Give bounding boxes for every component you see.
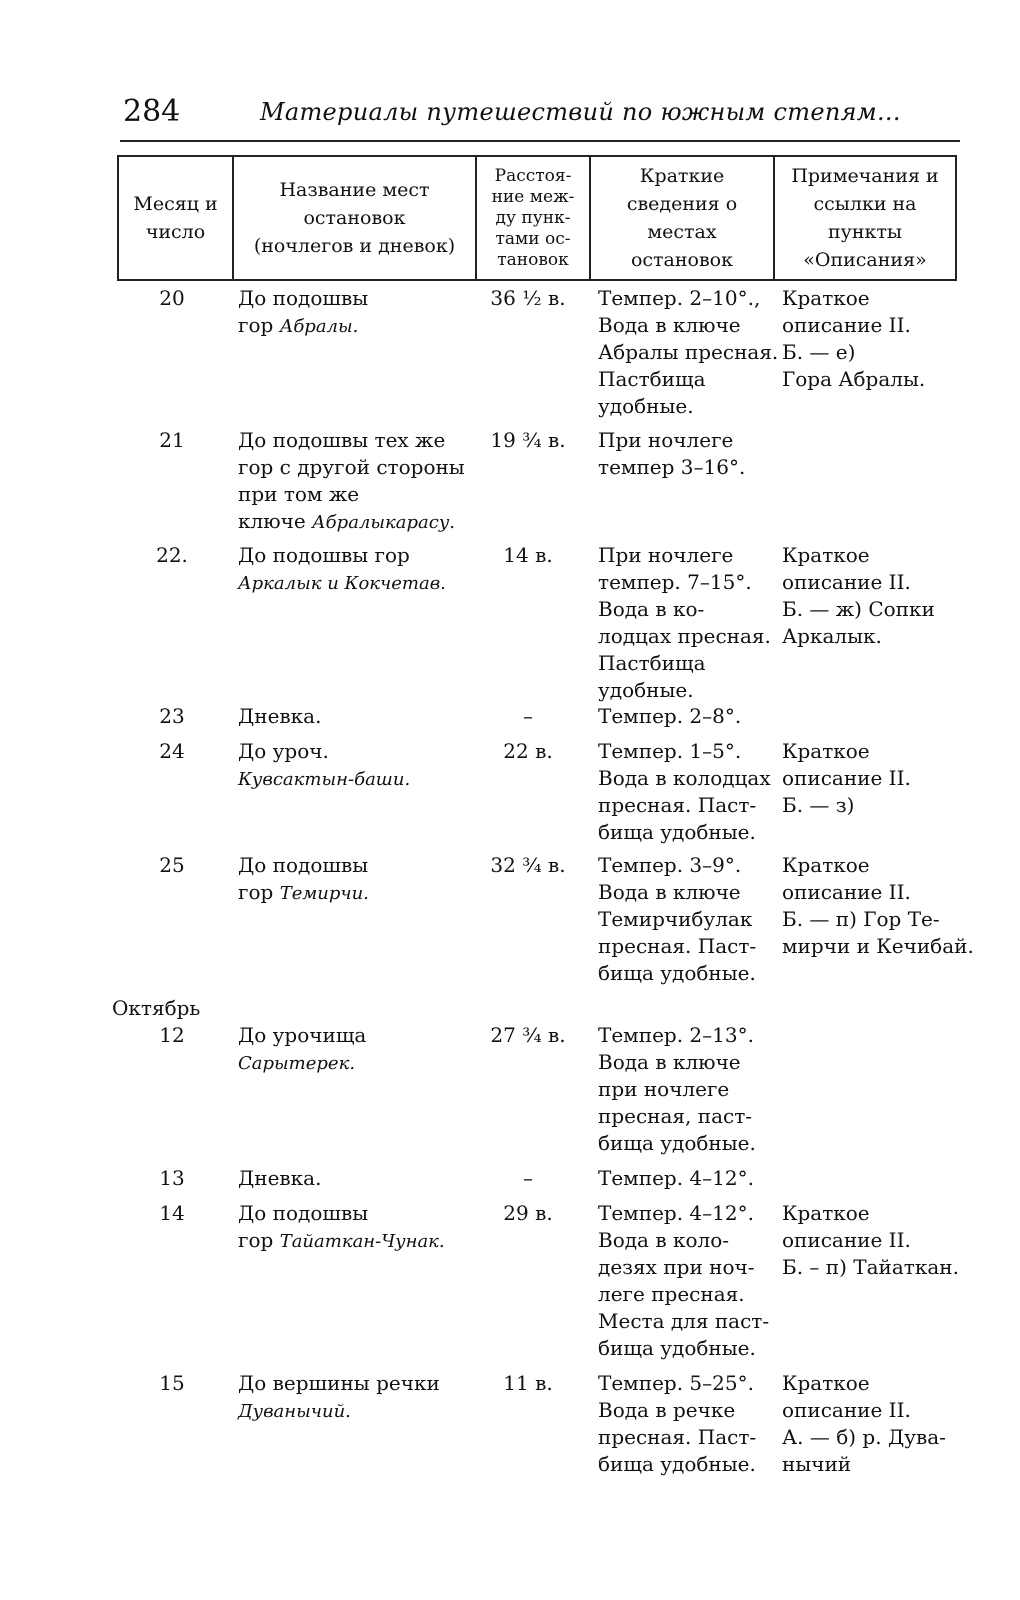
info-cell-line: Темпер. 2–8°. [598, 704, 742, 728]
note-cell-line: описание II. [782, 570, 911, 594]
distance-cell: 32 ¾ в. [490, 853, 566, 877]
place-cell-line: До подошвы [238, 286, 369, 310]
place-name: Тайаткан-Чунак. [279, 1231, 445, 1252]
info-cell-line: Темпер. 2–10°., [598, 286, 761, 310]
info-cell-line: при ночлеге [598, 1077, 730, 1101]
note-cell-line: Б. — е) [782, 340, 856, 364]
info-cell-line: леге пресная. [598, 1282, 745, 1306]
info-cell-line: пресная, паст- [598, 1104, 753, 1128]
day-cell: 14 [159, 1201, 185, 1225]
note-cell-line: Гора Абралы. [782, 367, 926, 391]
note-cell-line: Краткое [782, 286, 870, 310]
day-cell: 24 [159, 739, 185, 763]
place-name: Сарытерек. [238, 1053, 356, 1074]
note-cell-line: описание II. [782, 1398, 911, 1422]
place-name-line [238, 312, 368, 340]
place-cell [238, 427, 465, 536]
note-cell-line: Б. — з) [782, 793, 855, 817]
info-cell-line: Темпер. 3–9°. [598, 853, 742, 877]
place-cell-line: До подошвы тех же [238, 428, 446, 452]
info-cell-line: Темпер. 4–12°. [598, 1201, 754, 1225]
column-header-place: Название мест остановок (ночлегов и дневок) [234, 157, 477, 279]
note-cell [782, 1370, 946, 1478]
note-cell-line: описание II. [782, 880, 911, 904]
distance-cell: 27 ¾ в. [490, 1023, 566, 1047]
note-cell-line: Б. – п) Тайаткан. [782, 1255, 959, 1279]
day-cell: 22. [156, 543, 188, 567]
place-cell-line: До вершины речки [238, 1371, 440, 1395]
note-cell-line: Б. — п) Гор Те- [782, 907, 940, 931]
distance-cell: 11 в. [503, 1371, 553, 1395]
place-cell-line: при том же [238, 482, 360, 506]
info-cell-line: бища удобные. [598, 961, 756, 985]
place-cell [238, 852, 369, 907]
info-cell [598, 1200, 769, 1362]
note-cell-line: мирчи и Кечибай. [782, 934, 974, 958]
info-cell-line: бища удобные. [598, 1336, 756, 1360]
day-cell: 21 [159, 428, 185, 452]
column-header-distance: Расстоя- ние меж- ду пунк- тами ос- тановок [477, 157, 591, 279]
place-name-prefix: гор [238, 313, 280, 337]
place-name-line [238, 508, 465, 536]
info-cell-line: бища удобные. [598, 1452, 756, 1476]
note-cell-line: описание II. [782, 766, 911, 790]
distance-cell: 22 в. [503, 739, 553, 763]
place-name-line [238, 879, 369, 907]
day-cell: 12 [159, 1023, 185, 1047]
place-name-line [238, 1049, 366, 1077]
info-cell-line: удобные. [598, 678, 694, 702]
column-header-info: Краткие сведения о местах остановок [591, 157, 775, 279]
note-cell [782, 852, 974, 960]
info-cell-line: Вода в речке [598, 1398, 736, 1422]
note-cell-line: описание II. [782, 1228, 911, 1252]
info-cell-line: бища удобные. [598, 820, 756, 844]
info-cell-line: При ночлеге [598, 428, 734, 452]
place-name-prefix: гор [238, 1228, 280, 1252]
place-name: Кувсактын-баши. [238, 769, 411, 790]
note-cell-line: Краткое [782, 1201, 870, 1225]
note-cell [782, 285, 925, 393]
place-cell [238, 1370, 440, 1425]
info-cell-line: темпер. 7–15°. [598, 570, 752, 594]
info-cell-line: Вода в ключе [598, 1050, 741, 1074]
place-cell-line: гор с другой стороны [238, 455, 465, 479]
distance-cell: 36 ½ в. [490, 286, 566, 310]
distance-cell: 19 ¾ в. [490, 428, 566, 452]
info-cell [598, 1370, 756, 1478]
column-header-notes: Примечания и ссылки на пункты «Описания» [791, 165, 939, 271]
note-cell [782, 738, 911, 819]
distance-cell: – [523, 1166, 533, 1190]
note-cell-line: А. — б) р. Дува- [782, 1425, 946, 1449]
info-cell-line: удобные. [598, 394, 694, 418]
place-cell [238, 1200, 445, 1255]
info-cell-line: дезях при ноч- [598, 1255, 755, 1279]
info-cell [598, 703, 741, 730]
day-cell: 15 [159, 1371, 185, 1395]
place-cell-line: Дневка. [238, 1166, 322, 1190]
note-cell-line: нычий [782, 1452, 852, 1476]
info-cell [598, 738, 771, 846]
info-cell-line: При ночлеге [598, 543, 734, 567]
info-cell-line: Темпер. 4–12°. [598, 1166, 754, 1190]
note-cell-line: Краткое [782, 1371, 870, 1395]
place-cell-line: Дневка. [238, 704, 322, 728]
place-cell-line: До уроч. [238, 739, 329, 763]
note-cell-line: Краткое [782, 853, 870, 877]
info-cell [598, 542, 771, 704]
note-cell-line: Б. — ж) Сопки [782, 597, 935, 621]
info-cell [598, 1165, 754, 1192]
info-cell-line: Темпер. 2–13°. [598, 1023, 754, 1047]
column-header-date: Месяц и число [119, 157, 234, 279]
info-cell-line: пресная. Паст- [598, 793, 757, 817]
info-cell-line: Абралы пресная. [598, 340, 779, 364]
info-cell-line: пресная. Паст- [598, 1425, 757, 1449]
place-cell-line: До подошвы [238, 1201, 369, 1225]
day-cell: 25 [159, 853, 185, 877]
month-label: Октябрь [112, 996, 201, 1020]
place-cell [238, 285, 368, 340]
place-name-line [238, 1397, 440, 1425]
day-cell: 13 [159, 1166, 185, 1190]
info-cell-line: Вода в ключе [598, 880, 741, 904]
info-cell-line: Места для паст- [598, 1309, 770, 1333]
info-cell [598, 285, 778, 420]
place-cell-line: До подошвы [238, 853, 369, 877]
info-cell-line: лодцах пресная. [598, 624, 771, 648]
info-cell [598, 852, 756, 987]
place-name-prefix: ключе [238, 509, 313, 533]
info-cell-line: темпер 3–16°. [598, 455, 746, 479]
running-title: Материалы путешествий по южным степям... [260, 98, 901, 126]
info-cell-line: Вода в ключе [598, 313, 741, 337]
info-cell-line: пресная. Паст- [598, 934, 757, 958]
place-cell [238, 1022, 366, 1077]
place-cell [238, 542, 446, 597]
distance-cell: – [523, 704, 533, 728]
place-cell-line: До подошвы гор [238, 543, 410, 567]
place-cell [238, 703, 321, 730]
info-cell-line: Вода в ко- [598, 597, 705, 621]
place-name-line [238, 1227, 445, 1255]
place-name: Аркалык и Кокчетав. [238, 573, 446, 594]
note-cell-line: описание II. [782, 313, 911, 337]
note-cell-line: Аркалык. [782, 624, 882, 648]
day-cell: 23 [159, 704, 185, 728]
place-name-line [238, 765, 410, 793]
distance-cell: 14 в. [503, 543, 553, 567]
place-name: Абралы. [279, 316, 359, 337]
info-cell-line: Темпер. 1–5°. [598, 739, 742, 763]
place-cell-line: До урочища [238, 1023, 367, 1047]
place-name: Темирчи. [279, 883, 369, 904]
info-cell-line: бища удобные. [598, 1131, 756, 1155]
info-cell [598, 1022, 756, 1157]
info-cell-line: Пастбища [598, 651, 706, 675]
info-cell-line: Вода в коло- [598, 1228, 729, 1252]
place-cell [238, 738, 410, 793]
info-cell-line: Темирчибулак [598, 907, 753, 931]
place-name: Абралыкарасу. [312, 512, 456, 533]
distance-cell: 29 в. [503, 1201, 553, 1225]
place-name-prefix: гор [238, 880, 280, 904]
note-cell-line: Краткое [782, 739, 870, 763]
info-cell [598, 427, 745, 481]
info-cell-line: Пастбища [598, 367, 706, 391]
place-name-line [238, 569, 446, 597]
page-number: 284 [123, 94, 181, 129]
day-cell: 20 [159, 286, 185, 310]
note-cell [782, 542, 935, 650]
place-name: Дуванычий. [238, 1401, 351, 1422]
info-cell-line: Вода в колодцах [598, 766, 771, 790]
note-cell [782, 1200, 959, 1281]
note-cell-line: Краткое [782, 543, 870, 567]
place-cell [238, 1165, 321, 1192]
info-cell-line: Темпер. 5–25°. [598, 1371, 754, 1395]
